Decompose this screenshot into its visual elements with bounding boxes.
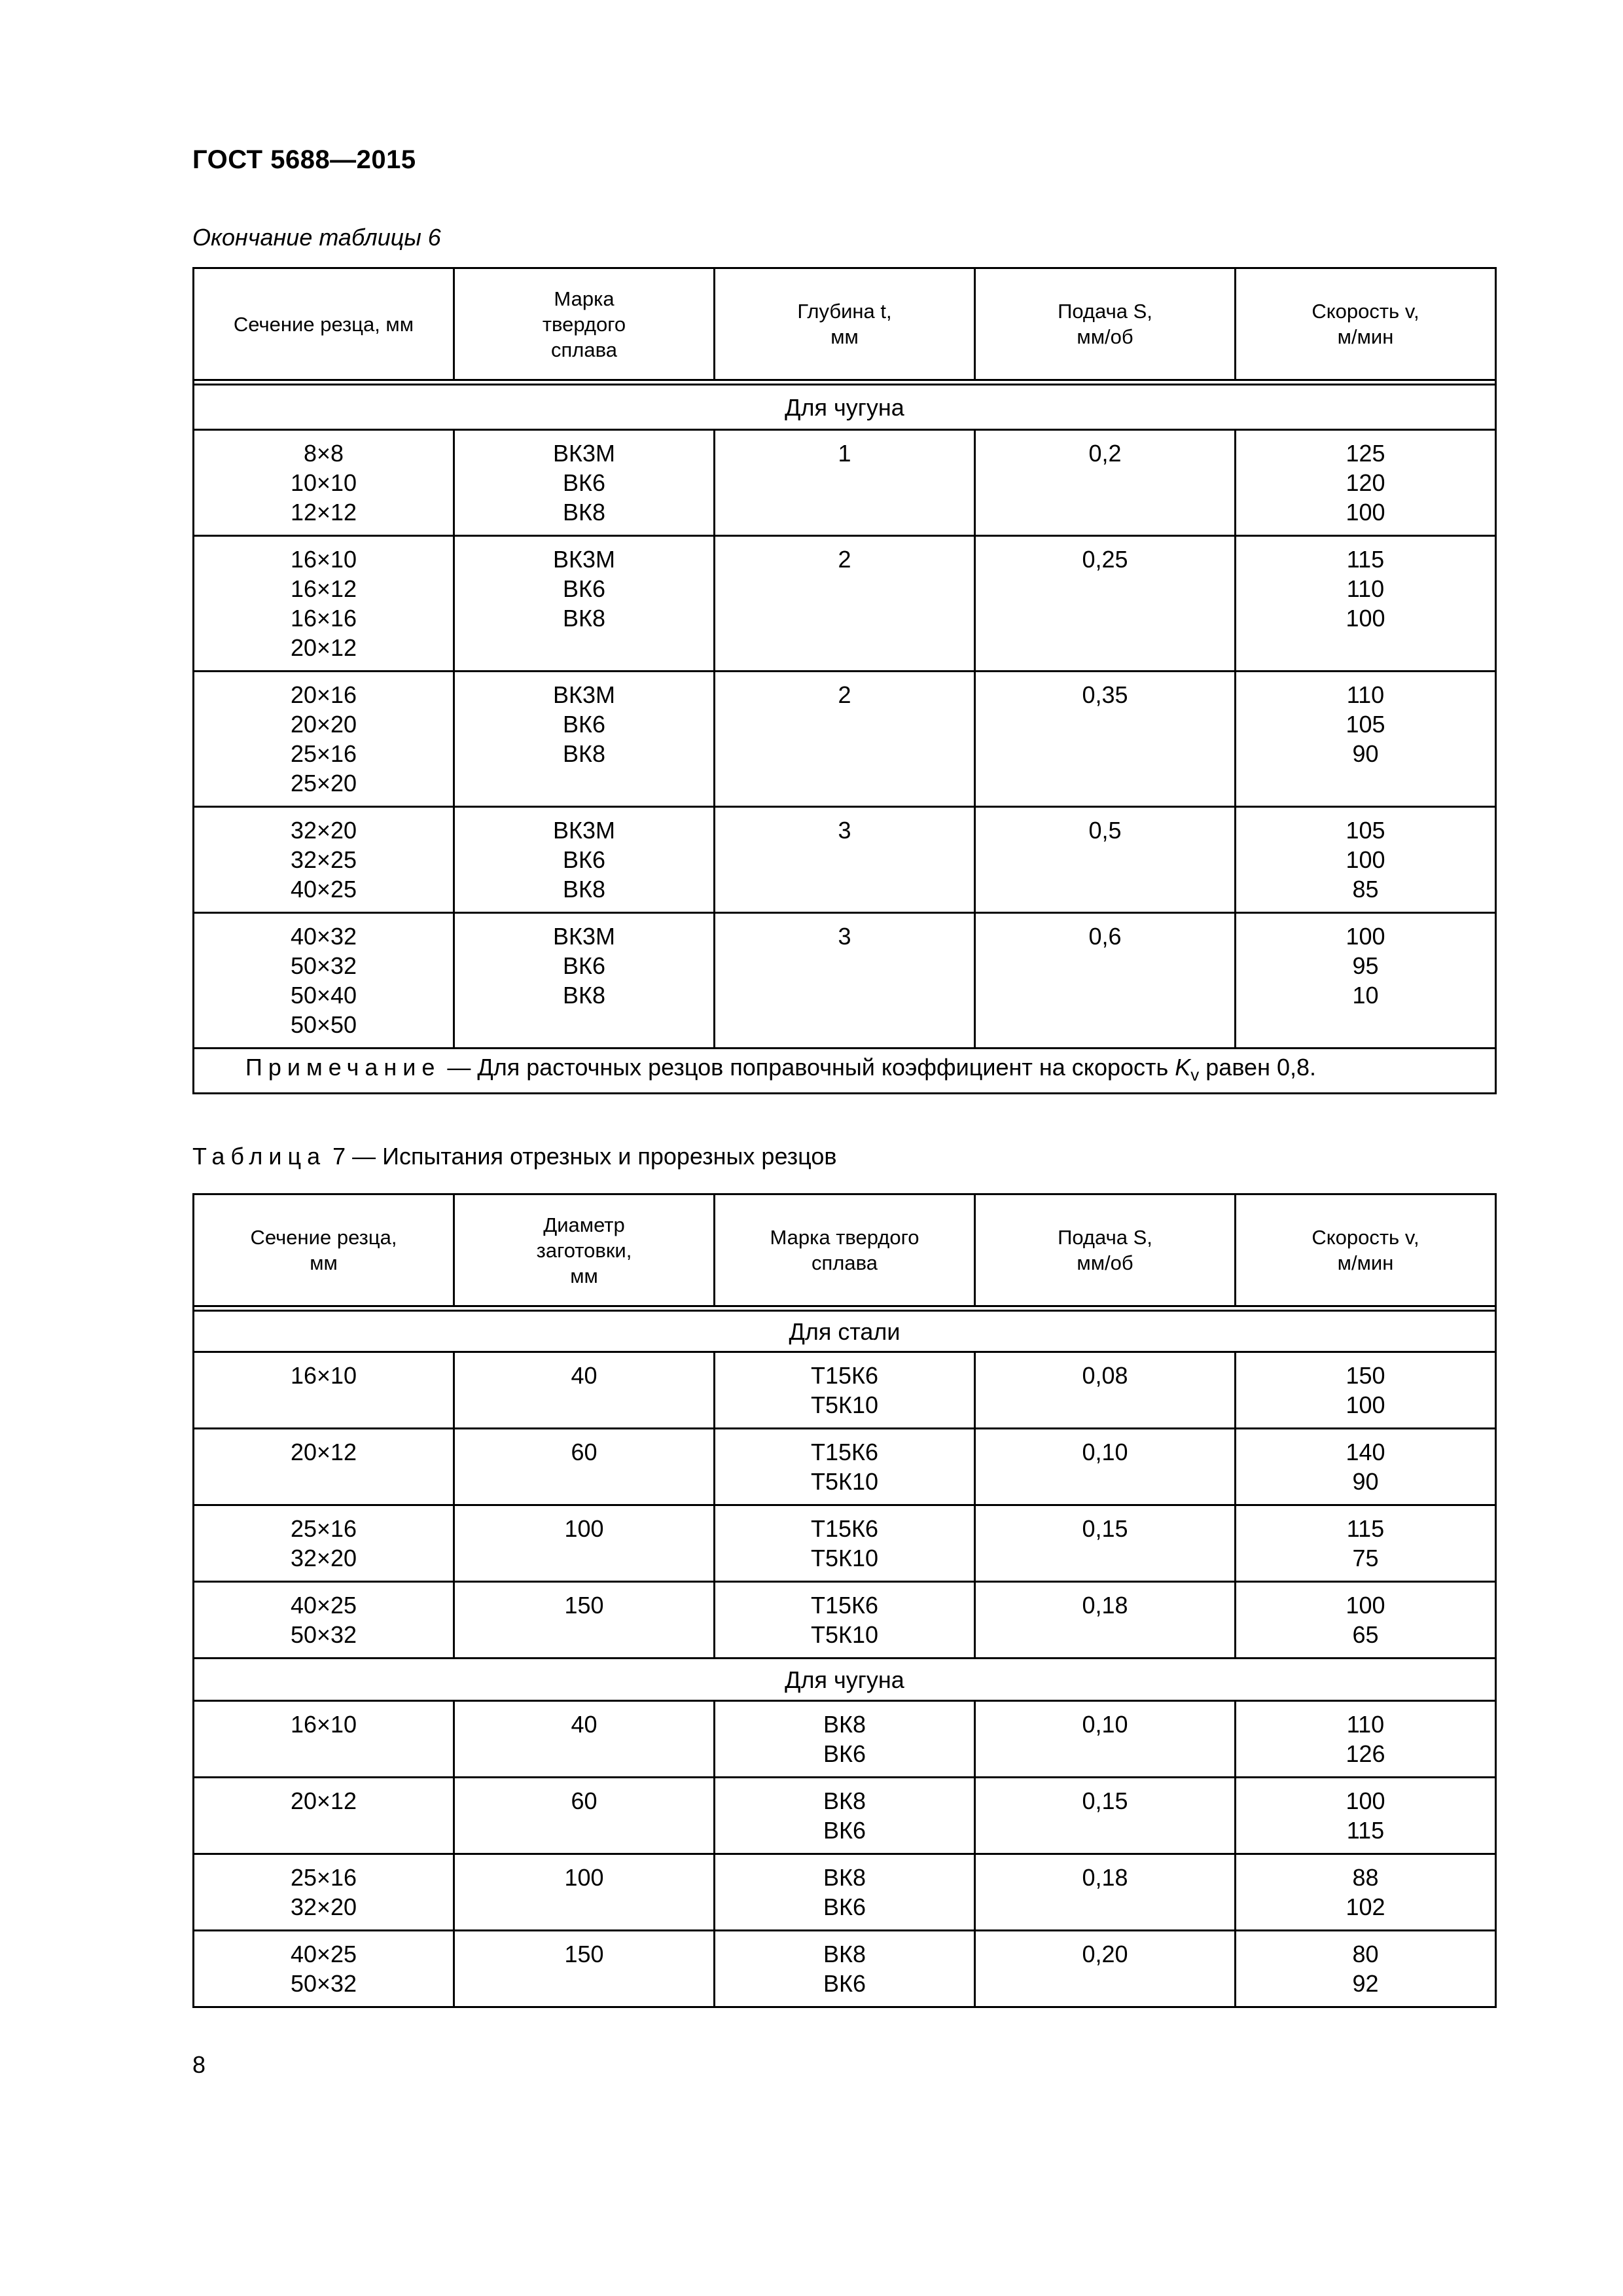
table-cell <box>194 1778 454 1854</box>
cutter-section <box>194 1855 453 1929</box>
alloy-grade <box>715 1702 974 1776</box>
blank-diameter: 100 <box>564 1864 604 1891</box>
table-cell <box>454 1854 715 1931</box>
table-cell <box>715 807 975 913</box>
feed-rate: 0,2 <box>1088 440 1122 467</box>
table-cell <box>715 430 975 536</box>
table-cell <box>975 1582 1236 1659</box>
cutter-section-line: 50×32 <box>290 1621 357 1648</box>
cutter-section-line: 40×25 <box>290 1941 357 1967</box>
alloy-grade <box>715 1778 974 1853</box>
header-line: мм/об <box>1077 325 1133 348</box>
alloy-grade <box>715 1931 974 2006</box>
table-cell <box>194 1582 454 1659</box>
cutter-section-line: 25×16 <box>290 1864 357 1891</box>
feed-rate: 0,15 <box>1082 1515 1128 1542</box>
cutting-speed-line: 102 <box>1346 1893 1385 1920</box>
table-cell <box>194 672 454 807</box>
table-cell <box>975 672 1236 807</box>
cutter-section-line: 32×20 <box>290 1545 357 1571</box>
alloy-grade-line: ВК6 <box>562 952 605 979</box>
feed-rate: 0,15 <box>1082 1787 1128 1814</box>
cutter-section-line: 50×40 <box>290 982 357 1009</box>
table-cell <box>194 1505 454 1582</box>
alloy-grade-line: Т5К10 <box>810 1391 879 1418</box>
table-cell <box>454 807 715 913</box>
cutting-speed <box>1236 537 1495 641</box>
cutter-section-line: 8×8 <box>303 440 344 467</box>
header-line: заготовки, <box>536 1238 632 1262</box>
cutter-section-line: 32×20 <box>290 1893 357 1920</box>
table-row <box>194 807 1496 913</box>
alloy-grade-line: Т15К6 <box>810 1592 879 1619</box>
table-cell <box>1236 1582 1496 1659</box>
table-cell <box>715 1778 975 1854</box>
table-cell <box>454 536 715 672</box>
table-cell <box>1236 672 1496 807</box>
alloy-grade-line: ВК6 <box>823 1893 866 1920</box>
section-label: Для чугуна <box>194 1659 1496 1701</box>
header-line: мм <box>310 1251 338 1274</box>
header-line: Сечение резца, мм <box>233 312 414 336</box>
cutter-section-line: 12×12 <box>290 499 357 526</box>
table-row <box>194 536 1496 672</box>
cutting-speed-line: 120 <box>1346 469 1385 496</box>
cutter-section-line: 50×32 <box>290 952 357 979</box>
cutting-speed-line: 88 <box>1352 1864 1379 1891</box>
table-row <box>194 1854 1496 1931</box>
alloy-grade-line: ВК3М <box>553 817 615 844</box>
feed-rate: 0,20 <box>1082 1941 1128 1967</box>
cutter-section-line: 20×12 <box>290 634 357 661</box>
cutting-speed <box>1236 914 1495 1018</box>
cutting-speed <box>1236 808 1495 912</box>
alloy-grade-line: ВК8 <box>562 740 605 767</box>
table-cell <box>1236 913 1496 1049</box>
table-cell <box>194 1854 454 1931</box>
cutter-section <box>194 808 453 912</box>
alloy-grade-line: Т5К10 <box>810 1545 879 1571</box>
header-line: Скорость v, <box>1311 300 1419 323</box>
cutting-speed-line: 92 <box>1352 1970 1379 1997</box>
cutting-speed <box>1236 431 1495 535</box>
table-row <box>194 1778 1496 1854</box>
table-cell <box>454 672 715 807</box>
cutting-speed-line: 150 <box>1346 1362 1385 1389</box>
table-cell <box>1236 807 1496 913</box>
table-cell <box>194 807 454 913</box>
blank-diameter: 40 <box>571 1362 597 1389</box>
header-line: сплава <box>812 1251 878 1274</box>
alloy-grade <box>455 672 713 776</box>
table-cell <box>975 807 1236 913</box>
cutter-section-line: 25×20 <box>290 770 357 797</box>
table-cell <box>715 913 975 1049</box>
blank-diameter: 150 <box>564 1592 604 1619</box>
table6-col-feed <box>975 268 1236 380</box>
table6-col-grade <box>454 268 715 380</box>
cutter-section <box>194 431 453 535</box>
cutter-section <box>194 1702 453 1747</box>
feed-rate: 0,18 <box>1082 1864 1128 1891</box>
table-row <box>194 1505 1496 1582</box>
feed-rate: 0,10 <box>1082 1711 1128 1738</box>
table-cell <box>454 1582 715 1659</box>
cutting-speed <box>1236 1855 1495 1929</box>
table-cell <box>454 1778 715 1854</box>
header-line: Диаметр <box>543 1213 625 1236</box>
table-cell <box>975 913 1236 1049</box>
cutter-section <box>194 1778 453 1823</box>
table-cell <box>715 1854 975 1931</box>
alloy-grade-line: ВК8 <box>823 1864 866 1891</box>
table-row <box>194 913 1496 1049</box>
cutter-section-line: 50×50 <box>290 1011 357 1038</box>
table-row <box>194 672 1496 807</box>
table-row <box>194 1582 1496 1659</box>
cutting-speed-line: 100 <box>1346 1787 1385 1814</box>
table7-col-section <box>194 1194 454 1306</box>
cutting-speed-line: 90 <box>1352 1468 1379 1495</box>
cutter-section-line: 40×25 <box>290 1592 357 1619</box>
cutting-speed-line: 10 <box>1352 982 1379 1009</box>
table-cell <box>454 1429 715 1505</box>
table-cell <box>194 1352 454 1429</box>
alloy-grade-line: ВК6 <box>562 711 605 738</box>
table-cell <box>975 536 1236 672</box>
cutting-speed-line: 100 <box>1346 1391 1385 1418</box>
cutter-section <box>194 1506 453 1581</box>
cut-depth: 1 <box>838 440 851 467</box>
header-line: мм/об <box>1077 1251 1133 1274</box>
feed-rate: 0,10 <box>1082 1439 1128 1465</box>
table7-col-diameter <box>454 1194 715 1306</box>
cutting-speed-line: 100 <box>1346 846 1385 873</box>
alloy-grade-line: ВК8 <box>823 1941 866 1967</box>
header-line: Сечение резца, <box>250 1226 397 1249</box>
alloy-grade-line: ВК8 <box>562 605 605 632</box>
alloy-grade <box>715 1353 974 1427</box>
document-code: ГОСТ 5688—2015 <box>192 145 416 174</box>
cutting-speed <box>1236 1583 1495 1657</box>
alloy-grade-line: ВК8 <box>823 1787 866 1814</box>
cutter-section-line: 16×10 <box>290 1362 357 1389</box>
alloy-grade-line: ВК3М <box>553 923 615 950</box>
table-row <box>194 430 1496 536</box>
alloy-grade-line: Т5К10 <box>810 1468 879 1495</box>
table-cell <box>975 1778 1236 1854</box>
cut-depth: 2 <box>838 681 851 708</box>
header-line: мм <box>570 1264 598 1287</box>
blank-diameter: 150 <box>564 1941 604 1967</box>
cutter-section <box>194 1429 453 1475</box>
cutting-speed <box>1236 1353 1495 1427</box>
header-line: мм <box>830 325 859 348</box>
alloy-grade-line: ВК8 <box>562 499 605 526</box>
alloy-grade <box>455 431 713 535</box>
header-line: сплава <box>551 338 617 361</box>
cutting-speed <box>1236 1702 1495 1776</box>
table-7 <box>192 1193 1497 2008</box>
header-line: м/мин <box>1337 1251 1394 1274</box>
cutter-section-line: 20×16 <box>290 681 357 708</box>
cutter-section-line: 25×16 <box>290 1515 357 1542</box>
alloy-grade <box>715 1429 974 1504</box>
table-row <box>194 1352 1496 1429</box>
cutter-section-line: 50×32 <box>290 1970 357 1997</box>
table-cell <box>1236 1778 1496 1854</box>
header-line: Марка <box>554 287 615 310</box>
table7-caption-text: 7 — Испытания отрезных и прорезных резцов <box>326 1143 837 1170</box>
cutting-speed-line: 105 <box>1346 817 1385 844</box>
table-cell <box>975 1701 1236 1778</box>
feed-rate: 0,35 <box>1082 681 1128 708</box>
alloy-grade-line: Т15К6 <box>810 1362 879 1389</box>
cutting-speed-line: 85 <box>1352 876 1379 903</box>
table6-note <box>194 1049 1496 1094</box>
table-cell <box>194 430 454 536</box>
feed-rate: 0,5 <box>1088 817 1122 844</box>
table-cell <box>454 1931 715 2007</box>
cutting-speed-line: 95 <box>1352 952 1379 979</box>
table-cell <box>454 1701 715 1778</box>
header-line: м/мин <box>1337 325 1394 348</box>
section-label: Для чугуна <box>194 385 1496 430</box>
feed-rate: 0,25 <box>1082 546 1128 573</box>
header-line: Марка твердого <box>770 1226 919 1249</box>
alloy-grade-line: ВК6 <box>823 1740 866 1767</box>
alloy-grade-line: ВК3М <box>553 546 615 573</box>
cutting-speed-line: 90 <box>1352 740 1379 767</box>
alloy-grade-line: Т15К6 <box>810 1515 879 1542</box>
cutter-section-line: 40×32 <box>290 923 357 950</box>
header-line: твердого <box>542 312 626 336</box>
table-cell <box>715 672 975 807</box>
cutter-section-line: 20×12 <box>290 1787 357 1814</box>
cutter-section-line: 20×20 <box>290 711 357 738</box>
table-row <box>194 1701 1496 1778</box>
cutter-section <box>194 672 453 806</box>
cutting-speed-line: 110 <box>1346 1711 1385 1738</box>
header-line: Скорость v, <box>1311 1226 1419 1249</box>
table-cell <box>975 1931 1236 2007</box>
cutting-speed-line: 115 <box>1346 1515 1385 1542</box>
cutting-speed-line: 100 <box>1346 923 1385 950</box>
cutting-speed <box>1236 1778 1495 1853</box>
cutter-section-line: 16×10 <box>290 1711 357 1738</box>
alloy-grade-line: ВК3М <box>553 440 615 467</box>
alloy-grade <box>715 1583 974 1657</box>
table-cell <box>1236 1854 1496 1931</box>
table6-col-section <box>194 268 454 380</box>
table-cell <box>454 1505 715 1582</box>
cutting-speed-line: 110 <box>1346 681 1385 708</box>
table-cell <box>194 1701 454 1778</box>
cutter-section <box>194 537 453 670</box>
table6-section-cast-iron <box>194 385 1496 430</box>
header-line: Подача S, <box>1058 1226 1152 1249</box>
cutting-speed-line: 115 <box>1346 1817 1385 1844</box>
cutter-section <box>194 914 453 1047</box>
table6-caption: Окончание таблицы 6 <box>192 224 441 251</box>
cutting-speed-line: 75 <box>1352 1545 1379 1571</box>
cutting-speed-line: 126 <box>1346 1740 1385 1767</box>
table7-header-row <box>194 1194 1496 1306</box>
cutter-section <box>194 1931 453 2006</box>
table-cell <box>194 536 454 672</box>
table-cell <box>1236 536 1496 672</box>
page-number: 8 <box>192 2051 206 2078</box>
cutter-section-line: 20×12 <box>290 1439 357 1465</box>
note-label: Примечание <box>245 1053 441 1081</box>
section-label: Для стали <box>194 1311 1496 1352</box>
table-row <box>194 1931 1496 2007</box>
alloy-grade <box>455 808 713 912</box>
cutter-section <box>194 1583 453 1657</box>
blank-diameter: 60 <box>571 1787 597 1814</box>
cutter-section-line: 16×12 <box>290 575 357 602</box>
alloy-grade-line: ВК8 <box>562 982 605 1009</box>
cutting-speed-line: 100 <box>1346 605 1385 632</box>
table-cell <box>975 1352 1236 1429</box>
table-cell <box>1236 1352 1496 1429</box>
note-text: — Для расточных резцов поправочный коэффициент на скорость <box>440 1053 1175 1081</box>
note-tail: равен 0,8. <box>1199 1053 1316 1081</box>
alloy-grade-line: ВК6 <box>823 1817 866 1844</box>
cut-depth: 3 <box>838 923 851 950</box>
table-row <box>194 1429 1496 1505</box>
alloy-grade-line: ВК6 <box>562 469 605 496</box>
cutter-section-line: 32×25 <box>290 846 357 873</box>
table7-caption <box>192 1143 837 1170</box>
table7-section-cast-iron <box>194 1659 1496 1701</box>
cutter-section-line: 10×10 <box>290 469 357 496</box>
table-cell <box>1236 1429 1496 1505</box>
table-cell <box>715 1931 975 2007</box>
cutting-speed-line: 100 <box>1346 1592 1385 1619</box>
cutter-section <box>194 1353 453 1398</box>
cutter-section-line: 32×20 <box>290 817 357 844</box>
table-cell <box>715 1505 975 1582</box>
table-cell <box>194 1931 454 2007</box>
alloy-grade-line: ВК8 <box>562 876 605 903</box>
cutting-speed <box>1236 672 1495 776</box>
cutting-speed-line: 65 <box>1352 1621 1379 1648</box>
cutter-section-line: 16×16 <box>290 605 357 632</box>
table-cell <box>715 536 975 672</box>
table-cell <box>975 430 1236 536</box>
cutting-speed <box>1236 1429 1495 1504</box>
blank-diameter: 100 <box>564 1515 604 1542</box>
feed-rate: 0,18 <box>1082 1592 1128 1619</box>
blank-diameter: 40 <box>571 1711 597 1738</box>
feed-rate: 0,6 <box>1088 923 1122 950</box>
alloy-grade-line: ВК6 <box>823 1970 866 1997</box>
table-cell <box>454 913 715 1049</box>
cutter-section-line: 16×10 <box>290 546 357 573</box>
table-cell <box>975 1429 1236 1505</box>
table-cell <box>715 1701 975 1778</box>
cutter-section-line: 40×25 <box>290 876 357 903</box>
table-cell <box>975 1854 1236 1931</box>
cutting-speed <box>1236 1506 1495 1581</box>
table7-col-grade <box>715 1194 975 1306</box>
cutting-speed-line: 105 <box>1346 711 1385 738</box>
alloy-grade <box>715 1855 974 1929</box>
alloy-grade <box>455 914 713 1018</box>
alloy-grade-line: ВК6 <box>562 575 605 602</box>
table-cell <box>1236 1505 1496 1582</box>
table-cell <box>194 1429 454 1505</box>
table7-col-feed <box>975 1194 1236 1306</box>
cutting-speed-line: 125 <box>1346 440 1385 467</box>
table-cell <box>1236 1701 1496 1778</box>
alloy-grade-line: ВК3М <box>553 681 615 708</box>
table7-section-steel <box>194 1311 1496 1352</box>
table-cell <box>454 430 715 536</box>
table7-caption-label: Таблица <box>192 1143 327 1170</box>
table-cell <box>715 1352 975 1429</box>
feed-rate: 0,08 <box>1082 1362 1128 1389</box>
table-cell <box>454 1352 715 1429</box>
alloy-grade-line: Т15К6 <box>810 1439 879 1465</box>
alloy-grade-line: ВК8 <box>823 1711 866 1738</box>
cutting-speed-line: 140 <box>1346 1439 1385 1465</box>
table-cell <box>1236 430 1496 536</box>
alloy-grade-line: ВК6 <box>562 846 605 873</box>
note-cell <box>194 1049 1496 1094</box>
cutting-speed-line: 110 <box>1346 575 1385 602</box>
cut-depth: 3 <box>838 817 851 844</box>
table-cell <box>194 913 454 1049</box>
cutting-speed <box>1236 1931 1495 2006</box>
blank-diameter: 60 <box>571 1439 597 1465</box>
cutting-speed-line: 115 <box>1346 546 1385 573</box>
table6-col-depth <box>715 268 975 380</box>
table-cell <box>1236 1931 1496 2007</box>
table7-col-speed <box>1236 1194 1496 1306</box>
header-line: Подача S, <box>1058 300 1152 323</box>
cutting-speed-line: 100 <box>1346 499 1385 526</box>
table6-header-row <box>194 268 1496 380</box>
table-cell <box>975 1505 1236 1582</box>
note-symbol-subscript: v <box>1190 1064 1200 1085</box>
cutter-section-line: 25×16 <box>290 740 357 767</box>
alloy-grade <box>455 537 713 641</box>
cutting-speed-line: 80 <box>1352 1941 1379 1967</box>
cut-depth: 2 <box>838 546 851 573</box>
table-6 <box>192 267 1497 1094</box>
note-symbol: K <box>1175 1053 1191 1081</box>
table-cell <box>715 1429 975 1505</box>
table6-col-speed <box>1236 268 1496 380</box>
header-line: Глубина t, <box>797 300 892 323</box>
alloy-grade <box>715 1506 974 1581</box>
table-cell <box>715 1582 975 1659</box>
alloy-grade-line: Т5К10 <box>810 1621 879 1648</box>
